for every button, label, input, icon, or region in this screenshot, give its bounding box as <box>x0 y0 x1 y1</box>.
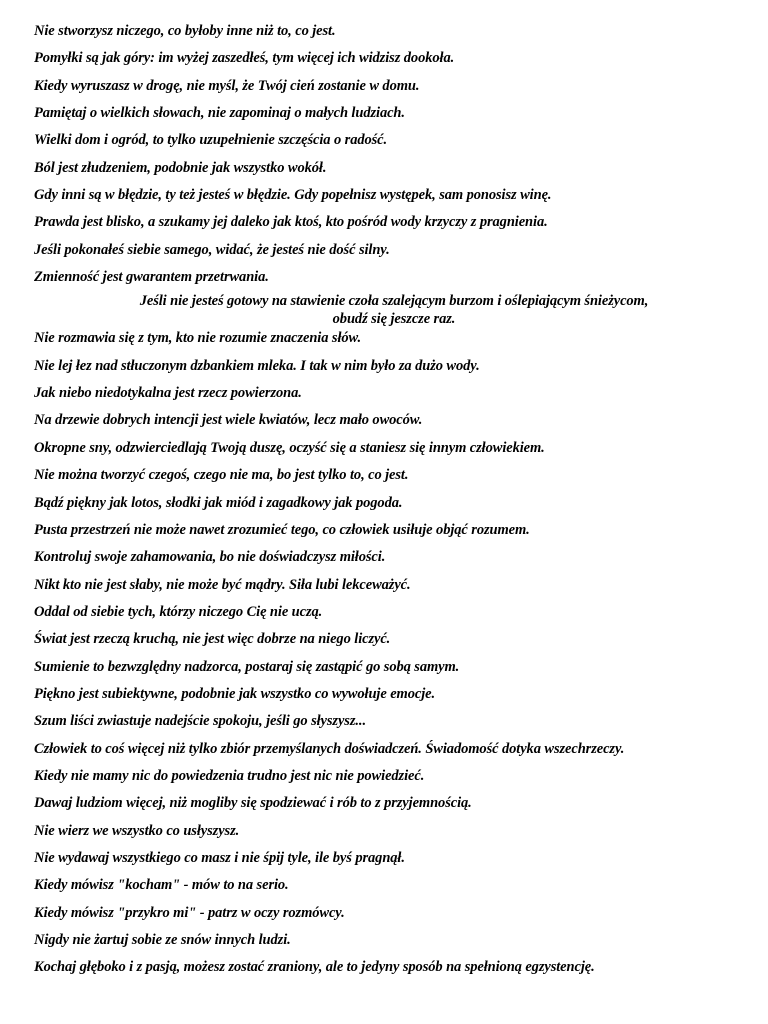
quote-line: Wielki dom i ogród, to tylko uzupełnienie szczęścia o radość. <box>34 132 388 149</box>
quote-line: Kochaj głęboko i z pasją, możesz zostać zraniony, ale to jedyny sposób na spełnioną egzystencję. <box>34 959 595 976</box>
quote-line: Pomyłki są jak góry: im wyżej zaszedłeś, tym więcej ich widzisz dookoła. <box>34 50 455 67</box>
quote-line: Nie rozmawia się z tym, kto nie rozumie znaczenia słów. <box>34 330 362 347</box>
centered-quote <box>34 292 754 328</box>
quote-line: Pusta przestrzeń nie może nawet zrozumieć tego, co człowiek usiłuje objąć rozumem. <box>34 521 530 538</box>
quote-line: Nigdy nie żartuj sobie ze snów innych ludzi. <box>34 932 291 948</box>
quote-line: Kiedy nie mamy nic do powiedzenia trudno jest nic nie powiedzieć. <box>34 767 425 784</box>
quote-line: Jak niebo niedotykalna jest rzecz powierzona. <box>34 385 302 402</box>
quote-line: Człowiek to coś więcej niż tylko zbiór przemyślanych doświadczeń. Świadomość dotyka wszechrzeczy. <box>34 740 625 757</box>
quote-line: Na drzewie dobrych intencji jest wiele kwiatów, lecz mało owoców. <box>34 412 423 429</box>
quote-line: Sumienie to bezwzględny nadzorca, postaraj się zastąpić go sobą samym. <box>34 658 460 675</box>
quote-line: Kiedy mówisz "kocham" - mów to na serio. <box>34 877 289 894</box>
quote-line: Szum liści zwiastuje nadejście spokoju, jeśli go słyszysz... <box>34 713 366 730</box>
quote-line: Okropne sny, odzwierciedlają Twoją duszę, oczyść się a staniesz się innym człowiekiem. <box>34 439 545 456</box>
quote-line: Nie wierz we wszystko co usłyszysz. <box>34 822 240 839</box>
quote-line: Piękno jest subiektywne, podobnie jak wszystko co wywołuje emocje. <box>34 685 435 702</box>
quote-line: Oddal od siebie tych, którzy niczego Cię nie uczą. <box>34 603 323 620</box>
quote-line: Kontroluj swoje zahamowania, bo nie doświadczysz miłości. <box>34 549 386 566</box>
quote-line: Gdy inni są w błędzie, ty też jesteś w błędzie. Gdy popełnisz występek, sam ponosisz winę. <box>34 187 552 204</box>
quote-line: Ból jest złudzeniem, podobnie jak wszystko wokół. <box>34 159 327 176</box>
quote-line: Pamiętaj o wielkich słowach, nie zapominaj o małych ludziach. <box>34 105 405 122</box>
quote-line: Kiedy wyruszasz w drogę, nie myśl, że Twój cień zostanie w domu. <box>34 77 420 94</box>
quote-line: Zmienność jest gwarantem przetrwania. <box>34 269 269 286</box>
quote-line: Prawda jest blisko, a szukamy jej daleko jak ktoś, kto pośród wody krzyczy z pragnienia. <box>34 214 548 231</box>
centered-quote-line-2: obudź się jeszcze raz. <box>332 311 456 328</box>
quote-line: Nikt kto nie jest słaby, nie może być mądry. Siła lubi lekceważyć. <box>34 576 411 593</box>
centered-quote-line-1: Jeśli nie jesteś gotowy na stawienie czoła szalejącym burzom i oślepiającym śnieżycom, <box>139 293 649 310</box>
quote-line: Kiedy mówisz "przykro mi" - patrz w oczy rozmówcy. <box>34 904 345 921</box>
quote-line: Nie lej łez nad stłuczonym dzbankiem mleka. I tak w nim było za dużo wody. <box>34 357 480 374</box>
quote-line: Bądź piękny jak lotos, słodki jak miód i zagadkowy jak pogoda. <box>34 494 403 511</box>
quote-line: Nie można tworzyć czegoś, czego nie ma, bo jest tylko to, co jest. <box>34 467 409 484</box>
quote-line: Świat jest rzeczą kruchą, nie jest więc dobrze na niego liczyć. <box>34 631 391 648</box>
quote-line: Nie wydawaj wszystkiego co masz i nie śpij tyle, ile byś pragnął. <box>34 849 405 866</box>
quote-list <box>34 22 754 986</box>
quote-line: Dawaj ludziom więcej, niż mogliby się spodziewać i rób to z przyjemnością. <box>34 795 472 812</box>
quote-line: Jeśli pokonałeś siebie samego, widać, że jesteś nie dość silny. <box>34 241 390 258</box>
quote-line: Nie stworzysz niczego, co byłoby inne niż to, co jest. <box>34 23 336 39</box>
